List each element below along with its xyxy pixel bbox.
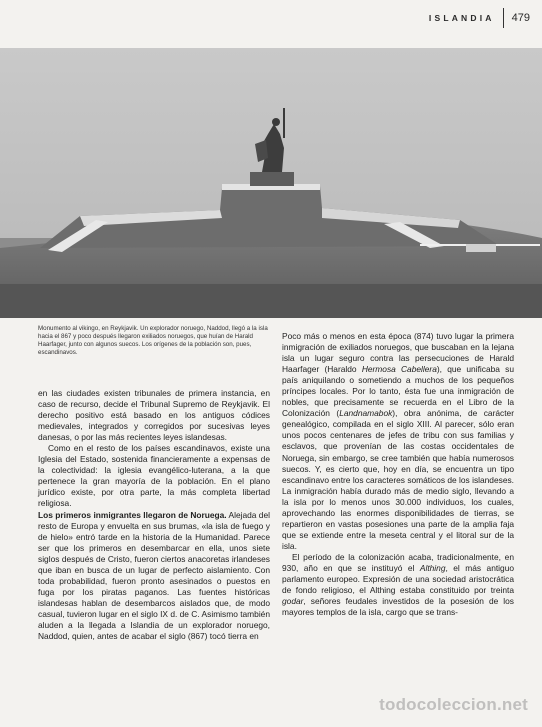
text-run: Hermosa Cabellera xyxy=(361,364,437,375)
text-run: Poco más o menos en esta época (874) tuvo lugar la primera inmigración de exiliados noruegos, que buscaban en la lejana isla un lugar seguro contra las persecuciones de Harald Haarfager (Haraldo xyxy=(282,331,514,375)
text-run: ), obra anónima, de carácter genealógico, compilada en el siglo XIII. Al parecer, sólo eran unos pocos centenares de jefes de tribu con sus familias y esclavos, que provenían de las costas occidentales de Noruega, sin embargo, se cree también que había numerosos suecos. Y, es cierto que, hoy en día, se encuentra un tipo escandinavo entre los caracteres somáticos de los islandeses. La inmigración había durado más de medio siglo, llevando a la isla por lo menos unos 30.000 individuos, los cuales, aprovechando las enormes disponibilidades de tierras, se repartieron en vastas posesiones una parte de la amplia faja que se extiende entre la meseta central y el litoral sur de la isla. xyxy=(282,408,514,551)
text-run: godar xyxy=(282,596,304,607)
header-divider xyxy=(503,8,504,28)
paragraph xyxy=(38,510,270,643)
running-title: ISLANDIA xyxy=(428,13,495,23)
paragraph xyxy=(282,552,514,618)
text-run: ), que unificaba su país aniquilando o sometiendo a muchos de los pequeños príncipes locales. Por lo tanto, ésta fue una inmigración de nobles, que precisamente se recuerda en el Libro de la Colonización ( xyxy=(282,364,514,419)
viking-monument-photo xyxy=(0,48,542,318)
paragraph: en las ciudades existen tribunales de primera instancia, en caso de recurso, decide el Tribunal Supremo de Reykjavik. El derecho positivo está basado en los antiguos códices medievales, integrados y corregidos por sucesivas leyes danesas, o por las más recientes leyes islandesas. xyxy=(38,388,270,443)
photo-illustration xyxy=(0,48,542,318)
paragraph xyxy=(282,331,514,552)
left-column xyxy=(38,388,270,642)
page-number: 479 xyxy=(511,12,530,24)
text-run: , el más antiguo parlamento europeo. Expresión de una sociedad aristocrática de fondo religioso, el Althing estaba constituido por treinta xyxy=(282,562,515,596)
page-header xyxy=(429,8,530,28)
paragraph: Como en el resto de los países escandinavos, existe una Iglesia del Estado, sostenida financieramente a expensas de la colectividad: la iglesia evangélico-luterana, a la que pertenece la gran mayoría de la población. En el plano jurídico existe, por otra parte, la más completa libertad religiosa. xyxy=(38,443,270,509)
right-column xyxy=(282,331,514,618)
photo-caption: Monumento al vikingo, en Reykjavik. Un explorador noruego, Naddod, llegó a la isla hacia el 867 y poco después llegaron exiliados noruegos, que huían de Harald Haarfager, junto con algunos suecos. Los orígenes de la población son, pues, escandinavos. xyxy=(38,325,268,357)
section-heading: Los primeros inmigrantes llegaron de Noruega. xyxy=(38,509,227,520)
text-run: El período de la colonización acaba, tradicionalmente, en 930, año en que se instituyó el xyxy=(282,551,514,573)
watermark-logo: todocoleccion.net xyxy=(379,695,528,714)
text-run: Landnamabok xyxy=(339,408,393,419)
text-run: , señores feudales investidos de la posesión de los mayores templos de la isla, cargo que se trans- xyxy=(282,596,514,618)
text-run: Althing xyxy=(419,562,446,573)
paragraph-body: Alejada del resto de Europa y envuelta en sus brumas, «la isla de fuego y de hielo» entró tarde en la historia de la Humanidad. Parece ser que los primeros en desembarcar en ella, unos siete siglos después de Cristo, fueron ciertos anacoretas irlandeses que iban en busca de un lugar de perfecto aislamiento. Con toda probabilidad, fueron pronto asesinados o puestos en fuga por los piratas paganos. Las fuentes históricas islandesas hablan de desembarcos aislados que, de modo casual, tuvieron lugar en el siglo IX d. de C. Asimismo también aluden a la llegada a Islandia de un explorador noruego, Naddod, quien, antes de acabar el siglo (867) tocó tierra en xyxy=(38,509,270,642)
